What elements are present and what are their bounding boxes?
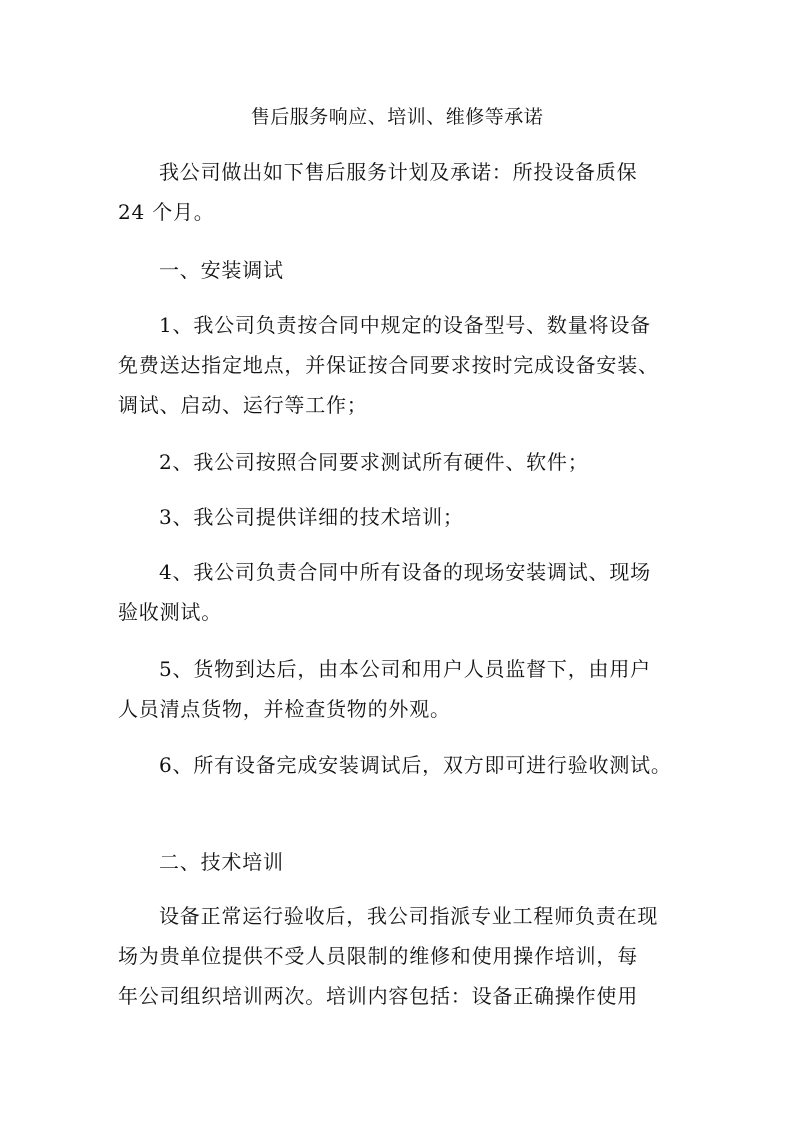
text-line: 2、我公司按照合同要求测试所有硬件、软件； xyxy=(159,450,589,474)
text-line: 6、所有设备完成安装调试后，双方即可进行验收测试。 xyxy=(159,753,672,777)
text-line: 调试、启动、运行等工作； xyxy=(118,393,368,417)
list-item-6 xyxy=(118,745,678,785)
list-item-4 xyxy=(118,552,678,632)
text-line: 年公司组织培训两次。培训内容包括：设备正确操作使用 xyxy=(118,984,638,1008)
training-paragraph xyxy=(118,896,678,1016)
text-line: 人员清点货物，并检查货物的外观。 xyxy=(118,697,451,721)
text-line: 一、安装调试 xyxy=(159,258,284,282)
list-item-2 xyxy=(118,442,678,482)
text-line: 设备正常运行验收后，我公司指派专业工程师负责在现 xyxy=(159,904,659,928)
text-line: 验收测试。 xyxy=(118,600,222,624)
text-line: 1、我公司负责按合同中规定的设备型号、数量将设备 xyxy=(159,313,651,337)
text-line: 我公司做出如下售后服务计划及承诺：所投设备质保 xyxy=(159,160,638,184)
text-line: 二、技术培训 xyxy=(159,850,284,874)
list-item-1 xyxy=(118,305,678,425)
document-title: 售后服务响应、培训、维修等承诺 xyxy=(250,106,544,128)
section-heading-training xyxy=(118,842,678,882)
text-line: 免费送达指定地点，并保证按合同要求按时完成设备安装、 xyxy=(118,353,659,377)
list-item-3 xyxy=(118,497,678,537)
intro-paragraph xyxy=(118,152,678,232)
text-line: 24 个月。 xyxy=(118,200,215,224)
section-heading-installation xyxy=(118,250,678,290)
text-line: 3、我公司提供详细的技术培训； xyxy=(159,505,464,529)
list-item-5 xyxy=(118,649,678,729)
text-line: 4、我公司负责合同中所有设备的现场安装调试、现场 xyxy=(159,560,651,584)
text-line: 场为贵单位提供不受人员限制的维修和使用操作培训，每 xyxy=(118,944,638,968)
text-line: 5、货物到达后，由本公司和用户人员监督下，由用户 xyxy=(159,657,651,681)
